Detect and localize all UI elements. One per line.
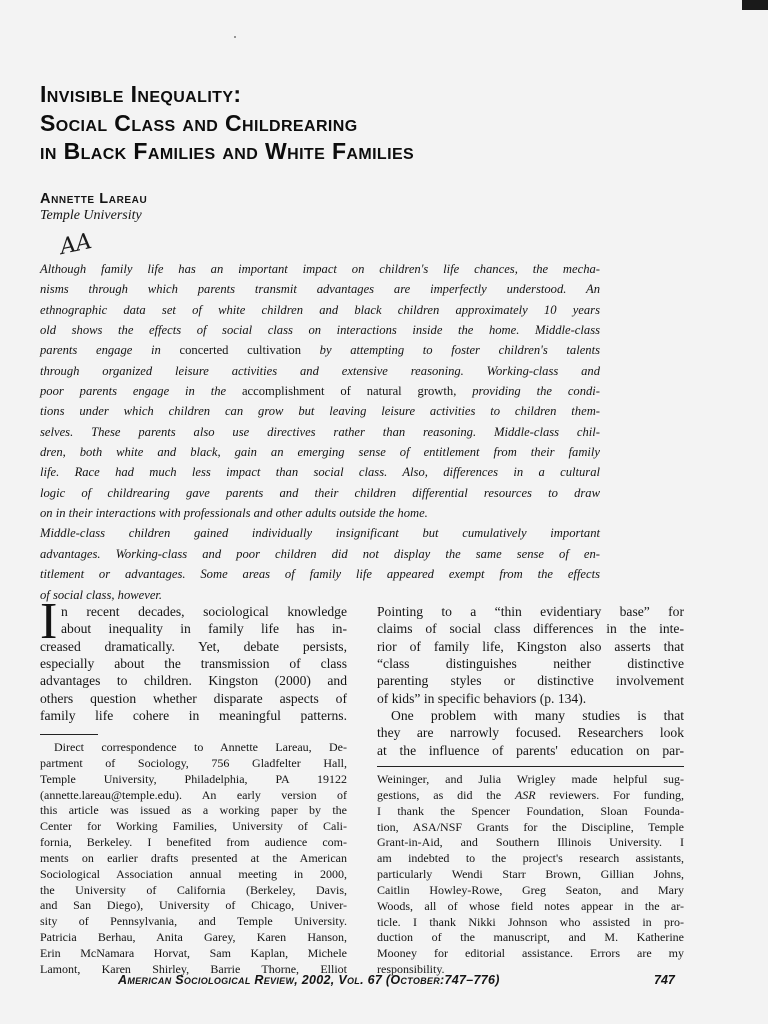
footnote-line: partment of Sociology, 756 Gladfelter Hall, xyxy=(40,755,347,770)
body-line: others question whether disparate aspects of xyxy=(40,690,347,706)
footnote-line: Temple University, Philadelphia, PA 19122 xyxy=(40,771,347,786)
footnote-line xyxy=(377,788,684,804)
footnote-line: Mooney for editorial assistance. Errors are my xyxy=(377,946,684,961)
footnote-line: Weininger, and Julia Wrigley made helpful sug- xyxy=(377,772,684,786)
body-line: at the influence of parents' education on par- xyxy=(377,742,684,758)
footnote-line: tion, ASA/NSF Grants for the Discipline, Temple xyxy=(377,819,684,834)
footnote-line: am indebted to the project's research assistants, xyxy=(377,851,684,866)
footnote-line: (annette.lareau@temple.edu). An early version of xyxy=(40,787,347,802)
abstract-text: by attempting to foster children's talents xyxy=(301,343,600,358)
abstract xyxy=(40,259,600,605)
footnote-line: Patricia Berhau, Anita Garey, Karen Hanson, xyxy=(40,930,347,945)
footnote-line: I thank the Spencer Foundation, Sloan Founda- xyxy=(377,803,684,818)
author-name: Annette Lareau xyxy=(40,191,148,207)
footnote-line: fornia, Berkeley. I benefited from audience com- xyxy=(40,835,347,850)
body-line: creased dramatically. Yet, debate persists, xyxy=(40,638,347,654)
abstract-line: ethnographic data set of white children and black children approximately 10 years xyxy=(40,302,600,317)
abstract-line: selves. These parents also use directives rather than reasoning. Middle-class chil- xyxy=(40,424,600,439)
journal-citation-footer: American Sociological Review, 2002, Vol. 67 (October:747–776) xyxy=(118,973,500,987)
footnote-line: Erin McNamara Horvat, Sam Kaplan, Michele xyxy=(40,945,347,960)
footnote-line: ticle. I thank Nikki Johnson who assisted in pro- xyxy=(377,914,684,929)
abstract-line: old shows the effects of social class on interactions inside the home. Middle-class xyxy=(40,323,600,338)
footnote-text: reviewers. For funding, xyxy=(535,787,685,802)
author-affiliation: Temple University xyxy=(40,208,142,223)
title-line-1: Invisible Inequality: xyxy=(40,81,242,107)
abstract-line xyxy=(40,381,600,401)
speck xyxy=(234,36,236,38)
abstract-line: on in their interactions with professionals and other adults outside the home. xyxy=(40,506,428,521)
body-line: parenting styles or distinctive involvement xyxy=(377,673,684,689)
body-line: advantages to children. Kingston (2000) and xyxy=(40,673,347,689)
footnote-line: Grant-in-Aid, and Southern Illinois University. I xyxy=(377,835,684,850)
body-line: about inequality in family life has in- xyxy=(61,621,347,637)
footnote-line: Caitlin Howley-Rowe, Greg Seaton, and Mary xyxy=(377,882,684,897)
footnote-left xyxy=(40,740,347,978)
body-line: Pointing to a “thin evidentiary base” for xyxy=(377,604,684,619)
abstract-line: of social class, however. xyxy=(40,587,163,602)
abstract-line: titlement or advantages. Some areas of family life appeared exempt from the effects xyxy=(40,567,600,582)
footnote-rule-left xyxy=(40,734,98,735)
body-line: they are narrowly focused. Researchers look xyxy=(377,725,684,741)
body-column-left xyxy=(40,603,347,724)
footnote-line: and San Diego), University of Chicago, Univer- xyxy=(40,898,347,913)
abstract-line: Although family life has an important impact on children's life chances, the mecha- xyxy=(40,262,600,276)
title-line-3: in Black Families and White Families xyxy=(40,138,415,164)
footnote-line: Direct correspondence to Annette Lareau, De- xyxy=(54,740,347,754)
footnote-line: ments on earlier drafts presented at the American xyxy=(40,850,347,865)
abstract-line xyxy=(40,340,600,360)
footnote-line: sity of Pennsylvania, and Temple University. xyxy=(40,914,347,929)
body-line: family life cohere in meaningful patterns. xyxy=(40,708,347,724)
footnote-line: responsibility. xyxy=(377,962,445,977)
footnote-line: the University of California (Berkeley, Davis, xyxy=(40,882,347,897)
footnote-line: Sociological Association annual meeting in 2000, xyxy=(40,866,347,881)
scan-corner-artifact xyxy=(742,0,768,10)
abstract-line: tions under which children can grow but leaving leisure activities to children them- xyxy=(40,404,600,419)
footnote-right xyxy=(377,772,684,978)
abstract-text: poor parents engage in the xyxy=(40,384,242,399)
abstract-line: through organized leisure activities and extensive reasoning. Working-class and xyxy=(40,363,600,378)
body-line: especially about the transmission of class xyxy=(40,656,347,672)
body-line: One problem with many studies is that xyxy=(391,708,684,724)
abstract-line: nisms through which parents transmit advantages are imperfectly understood. An xyxy=(40,282,600,297)
footnote-text: gestions, as did the xyxy=(377,787,515,802)
body-line: “class distinguishes neither distinctive xyxy=(377,656,684,672)
body-line: rior of family life, Kingston also asserts that xyxy=(377,638,684,654)
title-line-2: Social Class and Childrearing xyxy=(40,109,358,136)
footnote-line: Lamont, Karen Shirley, Barrie Thorne, Elliot xyxy=(40,961,347,976)
footnote-line: this article was issued as a working paper by the xyxy=(40,803,347,818)
footnote-line: Woods, all of whose field notes appear in the ar- xyxy=(377,898,684,913)
abstract-text: parents engage in xyxy=(40,343,180,358)
article-title xyxy=(40,80,414,166)
abstract-text: providing the condi- xyxy=(456,384,600,399)
footnote-line: Center for Working Families, University of Cali- xyxy=(40,819,347,834)
abstract-line: dren, both white and black, gain an emerging sense of entitlement from their family xyxy=(40,445,600,460)
abstract-line: Middle-class children gained individually insignificant but cumulatively important xyxy=(40,526,600,541)
journal-abbrev: ASR xyxy=(514,787,536,802)
body-line: claims of social class differences in the inte- xyxy=(377,621,684,637)
page-number: 747 xyxy=(654,973,675,987)
body-line: n recent decades, sociological knowledge xyxy=(61,604,347,619)
abstract-line: advantages. Working-class and poor children did not display the same sense of en- xyxy=(40,546,600,561)
footnote-line: particularly Wendi Starr Brown, Gillian Johns, xyxy=(377,867,684,882)
drop-cap: I xyxy=(40,593,58,650)
footnote-rule-right xyxy=(377,766,684,767)
term-concerted-cultivation: concerted cultivation xyxy=(179,343,301,358)
abstract-line: logic of childrearing gave parents and their children differential resources to draw xyxy=(40,485,600,500)
body-column-right xyxy=(377,603,684,759)
body-line: of kids” in specific behaviors (p. 134). xyxy=(377,690,587,706)
abstract-line: life. Race had much less impact than social class. Also, differences in a cultural xyxy=(40,465,600,480)
footnote-line: duction of the manuscript, and M. Katherine xyxy=(377,930,684,945)
term-natural-growth: accomplishment of natural growth, xyxy=(241,384,457,399)
handwritten-initials: AA xyxy=(57,228,95,261)
